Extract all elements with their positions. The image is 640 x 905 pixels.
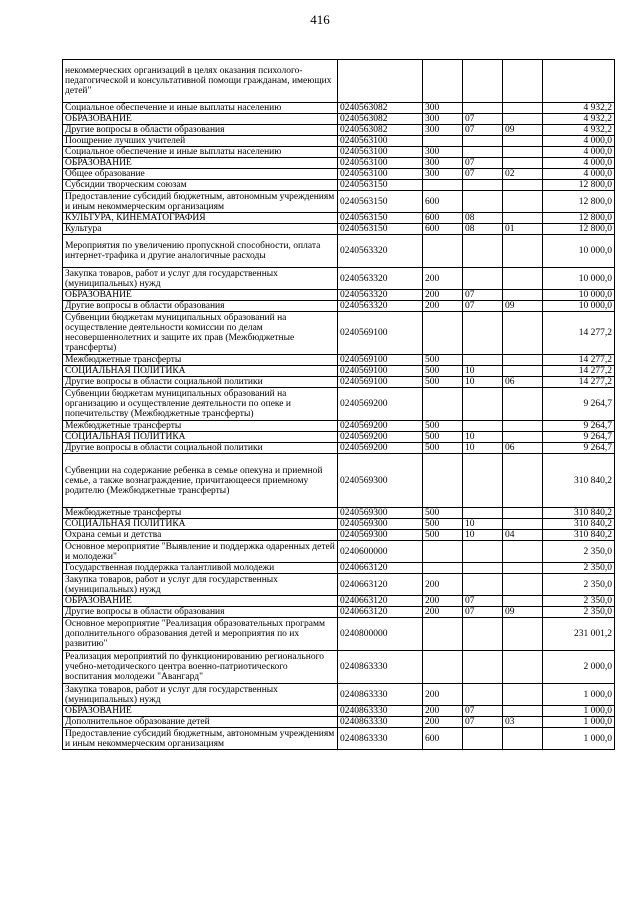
subsection-code-cell — [503, 541, 543, 563]
item-name-cell: Социальное обеспечение и иные выплаты населению — [63, 147, 338, 158]
amount-cell: 9 264,7 — [543, 421, 615, 432]
section-code-cell: 07 — [463, 607, 503, 618]
subsection-code-cell: 06 — [503, 443, 543, 454]
expense-type-cell — [423, 235, 463, 268]
section-code-cell: 07 — [463, 158, 503, 169]
item-name-cell: Охрана семьи и детства — [63, 530, 338, 541]
item-name-cell: некоммерческих организаций в целях оказания психолого-педагогической и консультативной помощи гражданам, имеющих детей" — [63, 60, 338, 103]
expense-type-cell: 600 — [423, 191, 463, 213]
item-name-cell: СОЦИАЛЬНАЯ ПОЛИТИКА — [63, 432, 338, 443]
subsection-code-cell — [503, 158, 543, 169]
target-code-cell: 0240569200 — [338, 432, 423, 443]
item-name-cell: Межбюджетные трансферты — [63, 355, 338, 366]
section-code-cell: 10 — [463, 366, 503, 377]
subsection-code-cell — [503, 508, 543, 519]
table-row — [63, 508, 615, 519]
table-row — [63, 301, 615, 312]
amount-cell: 310 840,2 — [543, 454, 615, 508]
target-code-cell: 0240563320 — [338, 301, 423, 312]
target-code-cell: 0240663120 — [338, 574, 423, 596]
section-code-cell — [463, 388, 503, 421]
expense-type-cell: 600 — [423, 224, 463, 235]
item-name-cell: Другие вопросы в области социальной политики — [63, 443, 338, 454]
table-row — [63, 147, 615, 158]
target-code-cell: 0240569100 — [338, 355, 423, 366]
subsection-code-cell — [503, 103, 543, 114]
table-row — [63, 125, 615, 136]
subsection-code-cell: 09 — [503, 301, 543, 312]
subsection-code-cell — [503, 684, 543, 706]
section-code-cell — [463, 421, 503, 432]
amount-cell: 1 000,0 — [543, 728, 615, 750]
table-row — [63, 114, 615, 125]
table-row — [63, 443, 615, 454]
subsection-code-cell — [503, 235, 543, 268]
amount-cell: 4 000,0 — [543, 158, 615, 169]
amount-cell: 2 350,0 — [543, 541, 615, 563]
table-row — [63, 596, 615, 607]
table-row — [63, 574, 615, 596]
target-code-cell: 0240563150 — [338, 191, 423, 213]
item-name-cell: Другие вопросы в области образования — [63, 125, 338, 136]
target-code-cell: 0240563082 — [338, 103, 423, 114]
expense-type-cell: 500 — [423, 421, 463, 432]
target-code-cell: 0240563320 — [338, 268, 423, 290]
section-code-cell — [463, 191, 503, 213]
expense-type-cell: 500 — [423, 432, 463, 443]
amount-cell: 10 000,0 — [543, 290, 615, 301]
target-code-cell: 0240563320 — [338, 235, 423, 268]
table-row — [63, 213, 615, 224]
amount-cell: 4 932,2 — [543, 103, 615, 114]
section-code-cell: 07 — [463, 706, 503, 717]
table-row — [63, 684, 615, 706]
table-row — [63, 169, 615, 180]
item-name-cell: КУЛЬТУРА, КИНЕМАТОГРАФИЯ — [63, 213, 338, 224]
item-name-cell: Субсидии творческим союзам — [63, 180, 338, 191]
subsection-code-cell — [503, 136, 543, 147]
amount-cell: 4 932,2 — [543, 125, 615, 136]
subsection-code-cell — [503, 432, 543, 443]
item-name-cell: СОЦИАЛЬНАЯ ПОЛИТИКА — [63, 519, 338, 530]
section-code-cell — [463, 312, 503, 355]
subsection-code-cell — [503, 728, 543, 750]
subsection-code-cell: 01 — [503, 224, 543, 235]
target-code-cell: 0240569300 — [338, 454, 423, 508]
section-code-cell: 07 — [463, 290, 503, 301]
section-code-cell — [463, 268, 503, 290]
target-code-cell: 0240569300 — [338, 519, 423, 530]
item-name-cell: Другие вопросы в области образования — [63, 301, 338, 312]
subsection-code-cell — [503, 574, 543, 596]
amount-cell: 2 350,0 — [543, 596, 615, 607]
target-code-cell: 0240663120 — [338, 563, 423, 574]
section-code-cell — [463, 136, 503, 147]
section-code-cell — [463, 563, 503, 574]
table-row — [63, 706, 615, 717]
item-name-cell: Закупка товаров, работ и услуг для государственных (муниципальных) нужд — [63, 684, 338, 706]
amount-cell: 14 277,2 — [543, 366, 615, 377]
subsection-code-cell — [503, 618, 543, 651]
amount-cell: 12 800,0 — [543, 191, 615, 213]
item-name-cell: Предоставление субсидий бюджетным, автономным учреждениям и иным некоммерческим организациям — [63, 728, 338, 750]
item-name-cell: Другие вопросы в области социальной политики — [63, 377, 338, 388]
item-name-cell: Социальное обеспечение и иные выплаты населению — [63, 103, 338, 114]
section-code-cell: 10 — [463, 530, 503, 541]
amount-cell: 2 350,0 — [543, 563, 615, 574]
item-name-cell: Поощрение лучших учителей — [63, 136, 338, 147]
section-code-cell — [463, 180, 503, 191]
subsection-code-cell: 02 — [503, 169, 543, 180]
target-code-cell: 0240569300 — [338, 530, 423, 541]
amount-cell: 12 800,0 — [543, 180, 615, 191]
budget-table-body — [63, 60, 615, 750]
expense-type-cell: 200 — [423, 717, 463, 728]
table-row — [63, 60, 615, 103]
expense-type-cell: 200 — [423, 268, 463, 290]
amount-cell: 9 264,7 — [543, 388, 615, 421]
table-row — [63, 312, 615, 355]
expense-type-cell: 300 — [423, 169, 463, 180]
expense-type-cell: 300 — [423, 125, 463, 136]
target-code-cell: 0240863330 — [338, 684, 423, 706]
amount-cell: 12 800,0 — [543, 224, 615, 235]
item-name-cell: Мероприятия по увеличению пропускной способности, оплата интернет-трафика и другие аналогичные расходы — [63, 235, 338, 268]
subsection-code-cell — [503, 366, 543, 377]
item-name-cell: Закупка товаров, работ и услуг для государственных (муниципальных) нужд — [63, 268, 338, 290]
item-name-cell: ОБРАЗОВАНИЕ — [63, 290, 338, 301]
target-code-cell: 0240563150 — [338, 213, 423, 224]
expense-type-cell: 200 — [423, 574, 463, 596]
table-row — [63, 618, 615, 651]
target-code-cell: 0240569100 — [338, 312, 423, 355]
subsection-code-cell — [503, 563, 543, 574]
expense-type-cell: 500 — [423, 519, 463, 530]
section-code-cell — [463, 103, 503, 114]
subsection-code-cell — [503, 180, 543, 191]
target-code-cell: 0240569100 — [338, 377, 423, 388]
subsection-code-cell: 03 — [503, 717, 543, 728]
target-code-cell: 0240563320 — [338, 290, 423, 301]
amount-cell: 12 800,0 — [543, 213, 615, 224]
amount-cell: 9 264,7 — [543, 443, 615, 454]
amount-cell: 14 277,2 — [543, 355, 615, 366]
target-code-cell: 0240863330 — [338, 706, 423, 717]
item-name-cell: Основное мероприятие "Выявление и поддержка одаренных детей и молодежи" — [63, 541, 338, 563]
expense-type-cell: 200 — [423, 290, 463, 301]
subsection-code-cell — [503, 268, 543, 290]
section-code-cell: 10 — [463, 519, 503, 530]
target-code-cell: 0240563100 — [338, 169, 423, 180]
target-code-cell: 0240569200 — [338, 388, 423, 421]
section-code-cell: 07 — [463, 169, 503, 180]
target-code-cell: 0240569100 — [338, 366, 423, 377]
target-code-cell: 0240863330 — [338, 728, 423, 750]
target-code-cell: 0240569200 — [338, 421, 423, 432]
section-code-cell: 07 — [463, 596, 503, 607]
item-name-cell: ОБРАЗОВАНИЕ — [63, 158, 338, 169]
item-name-cell: Другие вопросы в области образования — [63, 607, 338, 618]
amount-cell: 1 000,0 — [543, 706, 615, 717]
expense-type-cell — [423, 454, 463, 508]
subsection-code-cell — [503, 312, 543, 355]
budget-table — [62, 59, 615, 750]
table-row — [63, 224, 615, 235]
table-row — [63, 530, 615, 541]
table-row — [63, 432, 615, 443]
section-code-cell: 07 — [463, 125, 503, 136]
section-code-cell — [463, 684, 503, 706]
table-row — [63, 519, 615, 530]
table-row — [63, 421, 615, 432]
subsection-code-cell: 04 — [503, 530, 543, 541]
section-code-cell: 07 — [463, 301, 503, 312]
section-code-cell: 10 — [463, 377, 503, 388]
target-code-cell: 0240863330 — [338, 651, 423, 684]
subsection-code-cell — [503, 454, 543, 508]
item-name-cell: Субвенции бюджетам муниципальных образований на осуществление деятельности комиссии по делам несовершеннолетних и защите их прав (Межбюджетные трансферты) — [63, 312, 338, 355]
amount-cell: 310 840,2 — [543, 530, 615, 541]
section-code-cell: 10 — [463, 432, 503, 443]
expense-type-cell: 500 — [423, 377, 463, 388]
amount-cell: 1 000,0 — [543, 684, 615, 706]
table-row — [63, 158, 615, 169]
amount-cell: 4 000,0 — [543, 169, 615, 180]
amount-cell: 4 000,0 — [543, 147, 615, 158]
subsection-code-cell — [503, 388, 543, 421]
item-name-cell: Субвенции на содержание ребенка в семье опекуна и приемной семье, а также вознаграждение, причитающееся приемному родителю (Межбюджетные трансферты) — [63, 454, 338, 508]
expense-type-cell — [423, 60, 463, 103]
section-code-cell — [463, 574, 503, 596]
table-row — [63, 388, 615, 421]
expense-type-cell: 300 — [423, 103, 463, 114]
expense-type-cell: 600 — [423, 213, 463, 224]
table-row — [63, 290, 615, 301]
target-code-cell: 0240563082 — [338, 114, 423, 125]
item-name-cell: Закупка товаров, работ и услуг для государственных (муниципальных) нужд — [63, 574, 338, 596]
section-code-cell — [463, 60, 503, 103]
item-name-cell: Субвенции бюджетам муниципальных образований на организацию и осуществление деятельности по опеке и попечительству (Межбюджетные трансферты) — [63, 388, 338, 421]
section-code-cell — [463, 728, 503, 750]
amount-cell: 2 000,0 — [543, 651, 615, 684]
target-code-cell: 0240563100 — [338, 158, 423, 169]
item-name-cell: Культура — [63, 224, 338, 235]
expense-type-cell: 500 — [423, 443, 463, 454]
subsection-code-cell — [503, 421, 543, 432]
section-code-cell — [463, 147, 503, 158]
table-row — [63, 235, 615, 268]
expense-type-cell — [423, 651, 463, 684]
table-row — [63, 366, 615, 377]
target-code-cell: 0240563150 — [338, 180, 423, 191]
expense-type-cell — [423, 388, 463, 421]
subsection-code-cell: 09 — [503, 607, 543, 618]
table-row — [63, 651, 615, 684]
section-code-cell — [463, 355, 503, 366]
target-code-cell: 0240863330 — [338, 717, 423, 728]
section-code-cell: 07 — [463, 717, 503, 728]
item-name-cell: Основное мероприятие "Реализация образовательных программ дополнительного образования детей и мероприятия по их развитию" — [63, 618, 338, 651]
item-name-cell: Предоставление субсидий бюджетным, автономным учреждениям и иным некоммерческим организациям — [63, 191, 338, 213]
expense-type-cell: 200 — [423, 301, 463, 312]
section-code-cell — [463, 508, 503, 519]
subsection-code-cell — [503, 147, 543, 158]
table-row — [63, 454, 615, 508]
expense-type-cell: 200 — [423, 684, 463, 706]
target-code-cell: 0240569200 — [338, 443, 423, 454]
target-code-cell: 0240563100 — [338, 147, 423, 158]
item-name-cell: ОБРАЗОВАНИЕ — [63, 114, 338, 125]
amount-cell: 14 277,2 — [543, 377, 615, 388]
item-name-cell: Межбюджетные трансферты — [63, 421, 338, 432]
subsection-code-cell — [503, 191, 543, 213]
item-name-cell: Межбюджетные трансферты — [63, 508, 338, 519]
table-row — [63, 563, 615, 574]
target-code-cell: 0240800000 — [338, 618, 423, 651]
expense-type-cell: 500 — [423, 366, 463, 377]
table-row — [63, 607, 615, 618]
target-code-cell: 0240600000 — [338, 541, 423, 563]
item-name-cell: СОЦИАЛЬНАЯ ПОЛИТИКА — [63, 366, 338, 377]
expense-type-cell: 600 — [423, 728, 463, 750]
subsection-code-cell: 06 — [503, 377, 543, 388]
subsection-code-cell — [503, 651, 543, 684]
table-row — [63, 103, 615, 114]
expense-type-cell: 300 — [423, 147, 463, 158]
section-code-cell — [463, 454, 503, 508]
amount-cell: 10 000,0 — [543, 268, 615, 290]
subsection-code-cell — [503, 213, 543, 224]
section-code-cell — [463, 541, 503, 563]
subsection-code-cell — [503, 706, 543, 717]
subsection-code-cell — [503, 290, 543, 301]
subsection-code-cell — [503, 60, 543, 103]
target-code-cell: 0240563082 — [338, 125, 423, 136]
table-row — [63, 191, 615, 213]
subsection-code-cell: 09 — [503, 125, 543, 136]
expense-type-cell: 500 — [423, 355, 463, 366]
table-row — [63, 355, 615, 366]
item-name-cell: Государственная поддержка талантливой молодежи — [63, 563, 338, 574]
section-code-cell — [463, 235, 503, 268]
table-row — [63, 268, 615, 290]
table-row — [63, 541, 615, 563]
item-name-cell: ОБРАЗОВАНИЕ — [63, 596, 338, 607]
target-code-cell — [338, 60, 423, 103]
item-name-cell: Реализация мероприятий по функционированию регионального учебно-методического центра военно-патриотического воспитания молодежи "Авангард" — [63, 651, 338, 684]
item-name-cell: ОБРАЗОВАНИЕ — [63, 706, 338, 717]
page-number: 416 — [310, 12, 330, 27]
table-row — [63, 136, 615, 147]
table-row — [63, 728, 615, 750]
subsection-code-cell — [503, 519, 543, 530]
table-row — [63, 180, 615, 191]
expense-type-cell: 300 — [423, 158, 463, 169]
expense-type-cell: 200 — [423, 706, 463, 717]
amount-cell: 4 932,2 — [543, 114, 615, 125]
amount-cell: 9 264,7 — [543, 432, 615, 443]
target-code-cell: 0240663120 — [338, 607, 423, 618]
section-code-cell — [463, 618, 503, 651]
amount-cell: 310 840,2 — [543, 508, 615, 519]
amount-cell: 10 000,0 — [543, 235, 615, 268]
expense-type-cell — [423, 563, 463, 574]
table-row — [63, 717, 615, 728]
expense-type-cell: 300 — [423, 114, 463, 125]
section-code-cell: 10 — [463, 443, 503, 454]
expense-type-cell: 500 — [423, 530, 463, 541]
expense-type-cell — [423, 541, 463, 563]
section-code-cell: 08 — [463, 213, 503, 224]
subsection-code-cell — [503, 596, 543, 607]
expense-type-cell: 200 — [423, 596, 463, 607]
target-code-cell: 0240569300 — [338, 508, 423, 519]
expense-type-cell — [423, 618, 463, 651]
amount-cell — [543, 60, 615, 103]
subsection-code-cell — [503, 114, 543, 125]
target-code-cell: 0240663120 — [338, 596, 423, 607]
amount-cell: 1 000,0 — [543, 717, 615, 728]
table-row — [63, 377, 615, 388]
expense-type-cell: 200 — [423, 607, 463, 618]
amount-cell: 4 000,0 — [543, 136, 615, 147]
amount-cell: 310 840,2 — [543, 519, 615, 530]
amount-cell: 2 350,0 — [543, 607, 615, 618]
expense-type-cell: 500 — [423, 508, 463, 519]
item-name-cell: Общее образование — [63, 169, 338, 180]
section-code-cell — [463, 651, 503, 684]
subsection-code-cell — [503, 355, 543, 366]
target-code-cell: 0240563150 — [338, 224, 423, 235]
amount-cell: 10 000,0 — [543, 301, 615, 312]
expense-type-cell — [423, 136, 463, 147]
amount-cell: 2 350,0 — [543, 574, 615, 596]
expense-type-cell — [423, 312, 463, 355]
target-code-cell: 0240563100 — [338, 136, 423, 147]
expense-type-cell — [423, 180, 463, 191]
section-code-cell: 07 — [463, 114, 503, 125]
item-name-cell: Дополнительное образование детей — [63, 717, 338, 728]
section-code-cell: 08 — [463, 224, 503, 235]
amount-cell: 231 001,2 — [543, 618, 615, 651]
amount-cell: 14 277,2 — [543, 312, 615, 355]
